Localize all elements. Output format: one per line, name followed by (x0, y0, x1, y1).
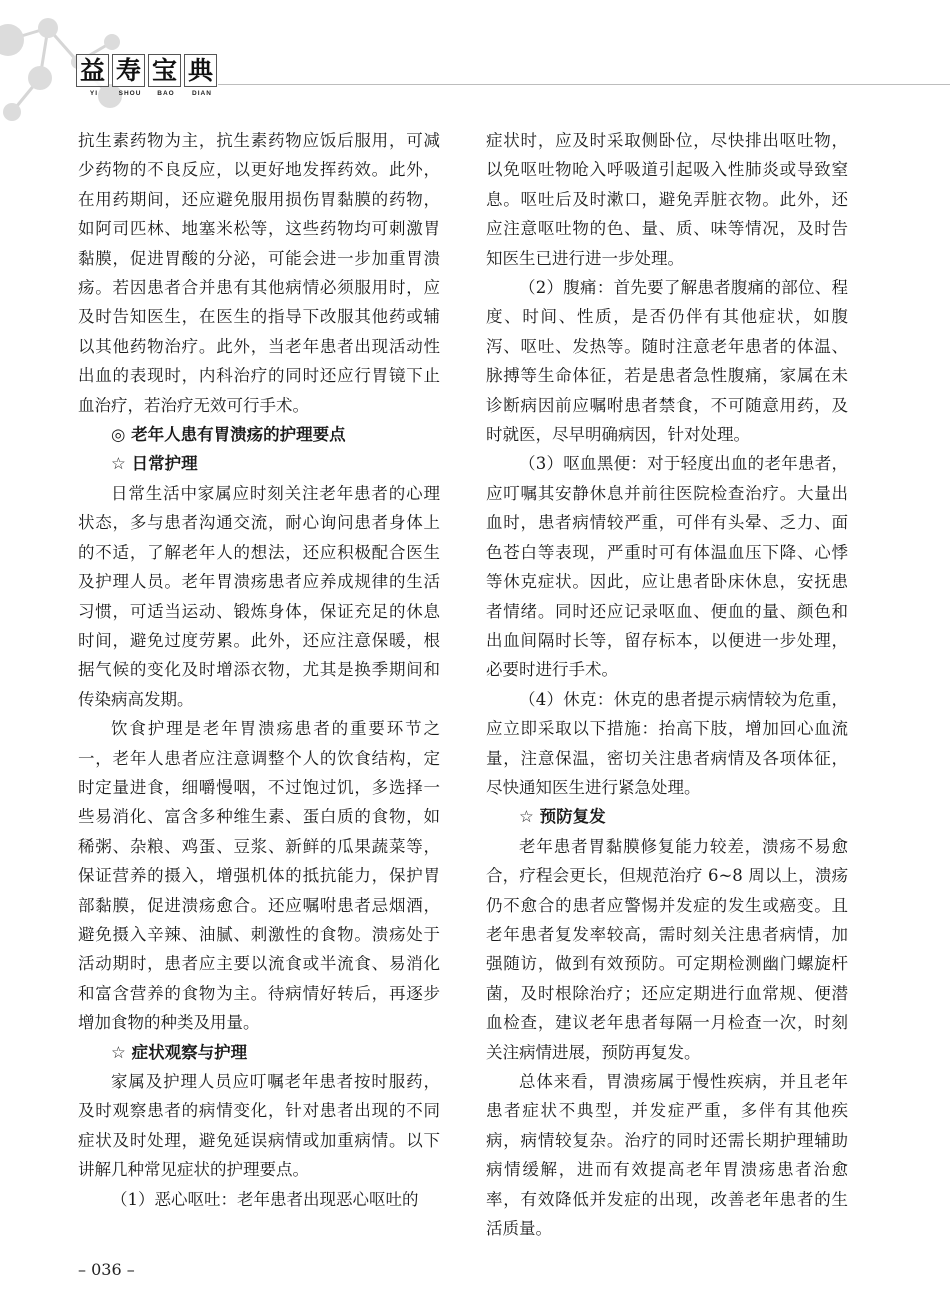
paragraph: 总体来看，胃溃疡属于慢性疾病，并且老年患者症状不典型，并发症严重，多伴有其他疾病，病情较复杂。治疗的同时还需长期护理辅助病情缓解，进而有效提高老年胃溃疡患者治愈率，有效降低并发症的出现，改善老年患者的生活质量。 (486, 1072, 848, 1239)
paragraph: 抗生素药物为主，抗生素药物应饭后服用，可减少药物的不良反应，以更好地发挥药效。此外，在用药期间，还应避免服用损伤胃黏膜的药物，如阿司匹林、地塞米松等，这些药物均可刺激胃黏膜，促进胃酸的分泌，可能会进一步加重胃溃疡。若因患者合并患有其他病情必须服用时，应及时告知医生，在医生的指导下改服其他药或辅以其他药物治疗。此外，当老年患者出现活动性出血的表现时，内科治疗的同时还应行胃镜下止血治疗，若治疗无效可行手术。 (78, 131, 440, 415)
page-number: – 036 – (78, 1260, 135, 1279)
star-icon: ☆ (111, 1042, 126, 1062)
pinyin-syllable: SHOU (118, 90, 142, 97)
subheading-text: 预防复发 (539, 807, 606, 827)
paragraph: （1）恶心呕吐：老年患者出现恶心呕吐的 (111, 1189, 419, 1209)
star-icon: ☆ (111, 454, 126, 474)
journal-title (76, 54, 220, 97)
title-char: 寿 (112, 54, 145, 87)
paragraph: （2）腹痛：首先要了解患者腹痛的部位、程度、时间、性质，是否仍伴有其他症状，如腹泻、呕吐、发热等。随时注意老年患者的体温、脉搏等生命体征，若是患者急性腹痛，家属在未诊断病因前应嘱咐患者禁食，不可随意用药，及时就医，尽早明确病因，针对处理。 (486, 278, 848, 445)
section-heading-text: 老年人患有胃溃疡的护理要点 (131, 425, 346, 445)
header-divider (218, 84, 950, 85)
paragraph: （4）休克：休克的患者提示病情较为危重，应立即采取以下措施：抬高下肢，增加回心血流量，注意保温，密切关注患者病情及各项体征，尽快通知医生进行紧急处理。 (486, 689, 848, 797)
left-column (78, 126, 440, 1214)
star-icon: ☆ (519, 807, 534, 827)
right-column (486, 126, 848, 1243)
circle-bullet-icon: ◎ (111, 425, 126, 445)
title-char: 益 (76, 54, 109, 87)
title-char: 宝 (148, 54, 181, 87)
paragraph: 日常生活中家属应时刻关注老年患者的心理状态，多与患者沟通交流，耐心询问患者身体上的不适，了解老年人的想法，还应积极配合医生及护理人员。老年胃溃疡患者应养成规律的生活习惯，可适当运动、锻炼身体，保证充足的休息时间，避免过度劳累。此外，还应注意保暖，根据气候的变化及时增添衣物，尤其是换季期间和传染病高发期。 (78, 483, 440, 709)
paragraph: 饮食护理是老年胃溃疡患者的重要环节之一，老年人患者应注意调整个人的饮食结构，定时定量进食，细嚼慢咽，不过饱过饥，多选择一些易消化、富含多种维生素、蛋白质的食物，如稀粥、杂粮、鸡蛋、豆浆、新鲜的瓜果蔬菜等，保证营养的摄入，增强机体的抵抗能力，保护胃部黏膜，促进溃疡愈合。还应嘱咐患者忌烟酒，避免摄入辛辣、油腻、刺激性的食物。溃疡处于活动期时，患者应主要以流食或半流食、易消化和富含营养的食物为主。待病情好转后，再逐步增加食物的种类及用量。 (78, 719, 440, 1033)
subheading-daily-care (78, 449, 440, 478)
section-heading (78, 420, 440, 449)
subheading-text: 症状观察与护理 (131, 1042, 248, 1062)
subheading-symptom-care (78, 1038, 440, 1067)
pinyin-syllable: BAO (157, 90, 175, 97)
paragraph: 老年患者胃黏膜修复能力较差，溃疡不易愈合，疗程会更长，但规范治疗 6~8 周以上，溃疡仍不愈合的患者应警惕并发症的发生或癌变。且老年患者复发率较高，需时刻关注患者病情，加强随访，做到有效预防。可定期检测幽门螺旋杆菌，及时根除治疗；还应定期进行血常规、便潜血检查，建议老年患者每隔一月检查一次，时刻关注病情进展，预防再复发。 (486, 836, 848, 1062)
subheading-prevention (486, 802, 848, 831)
title-pinyin (76, 90, 220, 97)
paragraph: 症状时，应及时采取侧卧位，尽快排出呕吐物，以免呕吐物呛入呼吸道引起吸入性肺炎或导致窒息。呕吐后及时漱口，避免弄脏衣物。此外，还应注意呕吐物的色、量、质、味等情况，及时告知医生已进行进一步处理。 (486, 131, 848, 268)
paragraph: （3）呕血黑便：对于轻度出血的老年患者，应叮嘱其安静休息并前往医院检查治疗。大量出血时，患者病情较严重，可伴有头晕、乏力、面色苍白等表现，严重时可有体温血压下降、心悸等休克症状。因此，应让患者卧床休息，安抚患者情绪。同时还应记录呕血、便血的量、颜色和出血间隔时长等，留存标本，以便进一步处理，必要时进行手术。 (486, 454, 848, 680)
pinyin-syllable: YI (89, 90, 99, 97)
title-char: 典 (184, 54, 217, 87)
page-header (0, 0, 950, 110)
pinyin-syllable: DIAN (192, 90, 212, 97)
subheading-text: 日常护理 (131, 454, 198, 474)
paragraph: 家属及护理人员应叮嘱老年患者按时服药，及时观察患者的病情变化，针对患者出现的不同症状及时处理，避免延误病情或加重病情。以下讲解几种常见症状的护理要点。 (78, 1072, 440, 1180)
